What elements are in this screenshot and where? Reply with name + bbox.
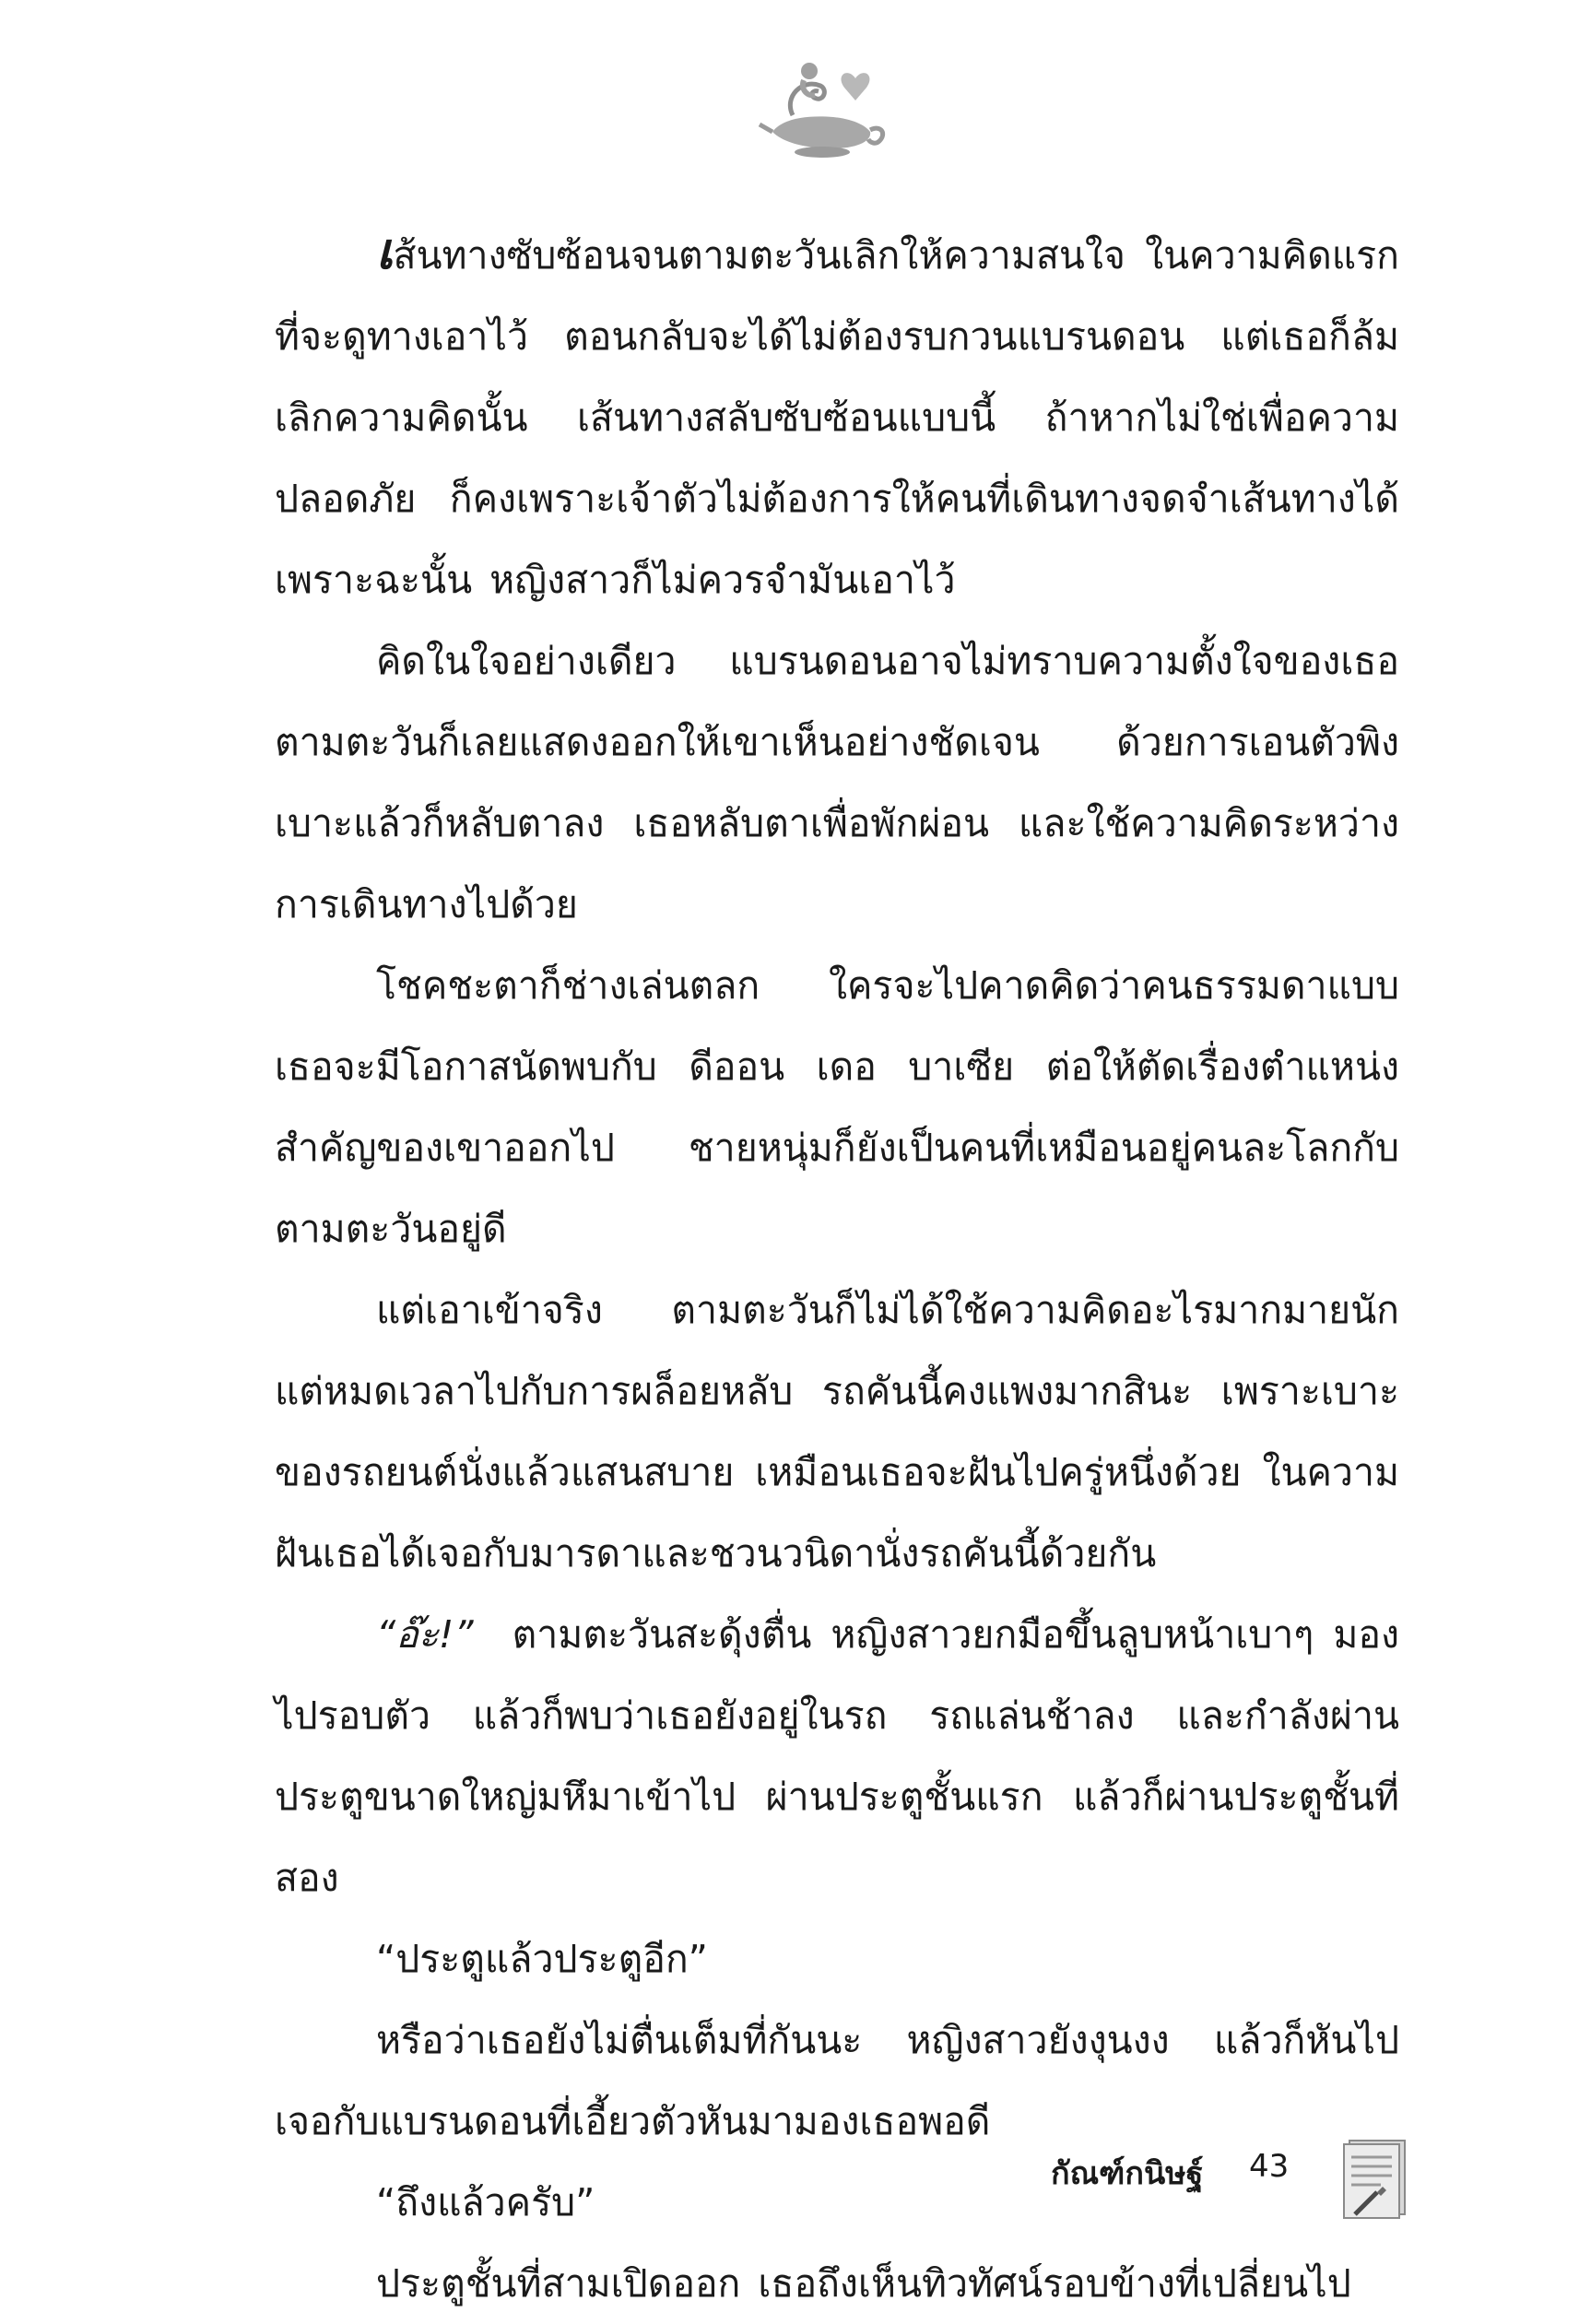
dialogue-line: “ประตูแล้วประตูอีก”: [376, 1937, 708, 1981]
paragraph: แต่เอาเข้าจริง ตามตะวันก็ไม่ได้ใช้ความคิดอะไรมากมายนัก แต่หมดเวลาไปกับการผล็อยหลับ รถคันนี้คงแพงมากสินะ เพราะเบาะของรถยนต์นั่งแล้วแสนสบาย เหมือนเธอจะฝันไปครู่หนึ่งด้วย ในความฝันเธอได้เจอกับมารดาและชวนวนิดานั่งรถคันนี้ด้วยกัน: [275, 1288, 1399, 1575]
paragraph: [275, 210, 1399, 620]
dialogue-line: “ถึงแล้วครับ”: [376, 2180, 595, 2224]
paragraph-text: ส้นทางซับซ้อนจนตามตะวันเลิกให้ความสนใจ ในความคิดแรกที่จะดูทางเอาไว้ ตอนกลับจะได้ไม่ต้องรบกวนแบรนดอน แต่เธอก็ล้มเลิกความคิดนั้น เส้นทางสลับซับซ้อนแบบนี้ ถ้าหากไม่ใช่เพื่อความปลอดภัย ก็คงเพราะเจ้าตัวไม่ต้องการให้คนที่เดินทางจดจำเส้นทางได้ เพราะฉะนั้น หญิงสาวก็ไม่ควรจำมันเอาไว้: [275, 233, 1399, 602]
book-text: [275, 210, 1399, 2324]
paragraph: หรือว่าเธอยังไม่ตื่นเต็มที่กันนะ หญิงสาวยังงุนงง แล้วก็หันไปเจอกับแบรนดอนที่เอี้ยวตัวหันมามองเธอพอดี: [275, 2018, 1399, 2143]
paragraph-text: ตามตะวันสะดุ้งตื่น หญิงสาวยกมือขึ้นลูบหน้าเบาๆ มองไปรอบตัว แล้วก็พบว่าเธอยังอยู่ในรถ รถแล่นช้าลง และกำลังผ่านประตูขนาดใหญ่มหึมาเข้าไป ผ่านประตูชั้นแรก แล้วก็ผ่านประตูชั้นที่สอง: [275, 1612, 1399, 1900]
paragraph: ประตูชั้นที่สามเปิดออก เธอถึงเห็นทิวทัศน์รอบข้างที่เปลี่ยนไป: [376, 2261, 1351, 2306]
paragraph: โชคชะตาก็ช่างเล่นตลก ใครจะไปคาดคิดว่าคนธรรมดาแบบเธอจะมีโอกาสนัดพบกับ ดีออน เดอ บาเซีย ต่อให้ตัดเรื่องตำแหน่งสำคัญของเขาออกไป ชายหนุ่มก็ยังเป็นคนที่เหมือนอยู่คนละโลกกับตามตะวันอยู่ดี: [275, 963, 1399, 1251]
document-pen-icon: [1337, 2137, 1414, 2222]
book-title: กัณฑ์กนิษฐ์: [1051, 2155, 1204, 2192]
paragraph: คิดในใจอย่างเดียว แบรนดอนอาจไม่ทราบความตั้งใจของเธอ ตามตะวันก็เลยแสดงออกให้เขาเห็นอย่างชัดเจน ด้วยการเอนตัวพิงเบาะแล้วก็หลับตาลง เธอหลับตาเพื่อพักผ่อน และใช้ความคิดระหว่างการเดินทางไปด้วย: [275, 639, 1399, 926]
exclamation-quote: “อ๊ะ!”: [376, 1612, 474, 1657]
drop-cap: เ: [376, 221, 394, 280]
page-footer: [1051, 2137, 1438, 2211]
genie-lamp-icon: [756, 51, 894, 161]
page-number: 43: [1249, 2148, 1290, 2185]
paragraph: [275, 1594, 1399, 1918]
